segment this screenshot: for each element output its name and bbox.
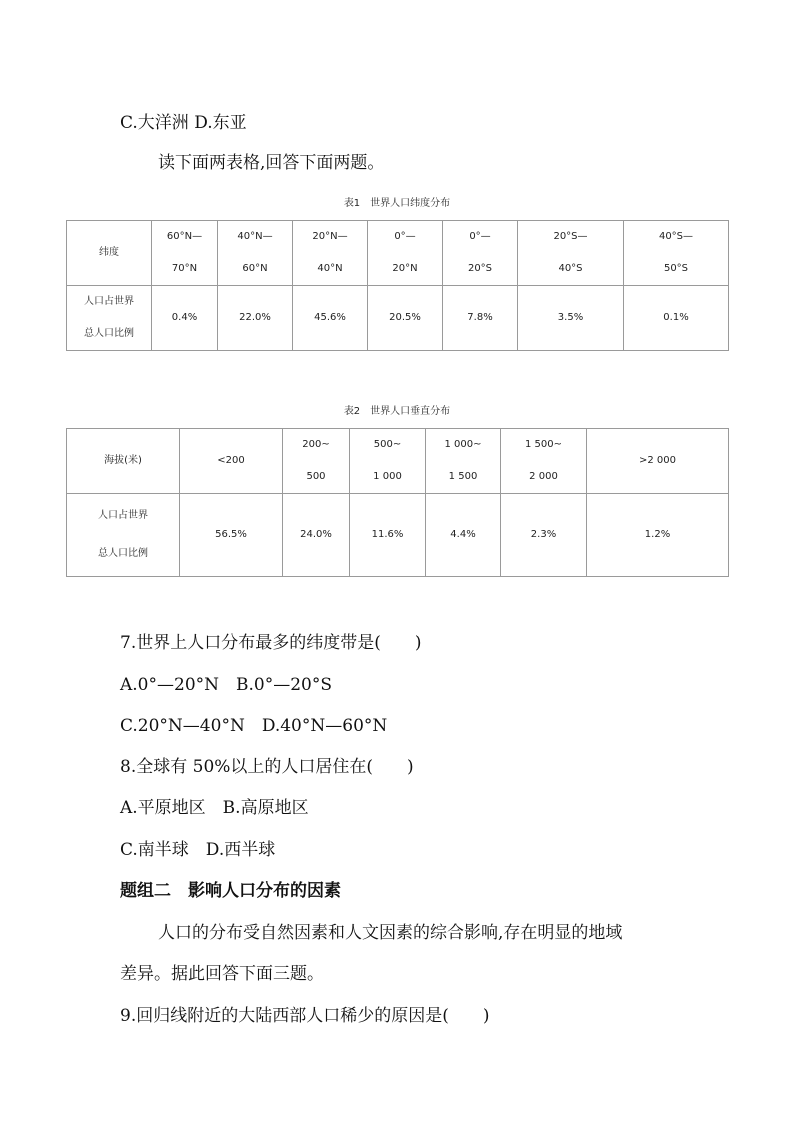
table1-value-cell: 7.8%	[443, 286, 518, 351]
table2-column-header	[180, 429, 283, 494]
question-7-options-ab: A.0°—20°N B.0°—20°S	[120, 675, 332, 695]
col-bottom: 60°N	[242, 263, 268, 274]
col-bottom: 70°N	[171, 263, 198, 274]
table1-column-header	[443, 221, 518, 286]
question-8-options-cd: C.南半球 D.西半球	[120, 840, 276, 860]
col-top: <200	[217, 455, 245, 466]
col-top: 40°N—	[237, 231, 273, 242]
section-title: 题组二 影响人口分布的因素	[120, 881, 341, 901]
table1-value-cell: 20.5%	[368, 286, 443, 351]
col-bottom: 500	[306, 471, 326, 482]
col-top: 0°—	[394, 231, 416, 242]
tables-intro: 读下面两表格,回答下面两题。	[158, 153, 385, 173]
col-bottom: 40°S	[558, 263, 583, 274]
section-intro-line1: 人口的分布受自然因素和人文因素的综合影响,存在明显的地域	[158, 923, 623, 943]
table2-column-header	[283, 429, 350, 494]
table1-header-row	[67, 221, 729, 286]
col-bottom: 20°S	[467, 263, 493, 274]
table2-value-cell: 11.6%	[350, 494, 426, 577]
table2-header-row	[67, 429, 729, 494]
table1-value-cell: 22.0%	[218, 286, 293, 351]
question-8-stem: 8.全球有 50%以上的人口居住在( )	[120, 757, 414, 777]
col-top: 1 000~	[444, 439, 482, 450]
table2-column-header	[350, 429, 426, 494]
col-bottom: 50°S	[663, 263, 689, 274]
question-9-stem: 9.回归线附近的大陆西部人口稀少的原因是( )	[120, 1006, 490, 1026]
row-label-bottom: 总人口比例	[84, 328, 134, 339]
table2-value-row	[67, 494, 729, 577]
table1-value-cell: 0.1%	[624, 286, 729, 351]
table1-value-cell: 0.4%	[152, 286, 218, 351]
section-intro-line2: 差异。据此回答下面三题。	[120, 964, 324, 984]
col-bottom: 1 000	[373, 471, 402, 482]
col-top: 200~	[302, 439, 330, 450]
question-7-options-cd: C.20°N—40°N D.40°N—60°N	[120, 716, 388, 736]
row-label-top: 人口占世界	[84, 296, 134, 307]
table1-header-label: 纬度	[67, 221, 152, 286]
col-top: 0°—	[469, 231, 491, 242]
col-top: 40°S—	[658, 231, 694, 242]
table1-caption: 表1 世界人口纬度分布	[343, 198, 451, 209]
question-8-options-ab: A.平原地区 B.高原地区	[120, 798, 309, 818]
row-label-bottom: 总人口比例	[98, 548, 148, 559]
table2-value-cell: 24.0%	[283, 494, 350, 577]
col-top: >2 000	[638, 455, 676, 466]
table2-value-cell: 2.3%	[501, 494, 587, 577]
col-top: 20°N—	[312, 231, 348, 242]
table2-row-label	[67, 494, 180, 577]
table1-value-cell: 45.6%	[293, 286, 368, 351]
previous-options-cd: C.大洋洲 D.东亚	[120, 113, 247, 133]
col-top: 60°N—	[166, 231, 203, 242]
table1-value-row	[67, 286, 729, 351]
question-7-stem: 7.世界上人口分布最多的纬度带是( )	[120, 633, 422, 653]
table1-row-label	[67, 286, 152, 351]
col-bottom: 40°N	[317, 263, 343, 274]
col-top: 500~	[373, 439, 402, 450]
table2-column-header	[501, 429, 587, 494]
table2-value-cell: 4.4%	[426, 494, 501, 577]
altitude-population-table	[66, 428, 729, 577]
table2-column-header	[426, 429, 501, 494]
table1-column-header	[368, 221, 443, 286]
col-bottom: 1 500	[448, 471, 478, 482]
row-label-top: 人口占世界	[98, 510, 148, 521]
col-top: 20°S—	[553, 231, 588, 242]
table1-column-header	[624, 221, 729, 286]
table1-column-header	[152, 221, 218, 286]
table2-value-cell: 56.5%	[180, 494, 283, 577]
latitude-population-table	[66, 220, 729, 351]
table1-column-header	[518, 221, 624, 286]
table1-column-header	[218, 221, 293, 286]
col-bottom: 20°N	[392, 263, 418, 274]
table2-header-label: 海拔(米)	[67, 429, 180, 494]
table1-value-cell: 3.5%	[518, 286, 624, 351]
table2-column-header	[587, 429, 729, 494]
table1-column-header	[293, 221, 368, 286]
col-bottom: 2 000	[529, 471, 558, 482]
table2-caption: 表2 世界人口垂直分布	[343, 406, 451, 417]
col-top: 1 500~	[524, 439, 562, 450]
table2-value-cell: 1.2%	[587, 494, 729, 577]
